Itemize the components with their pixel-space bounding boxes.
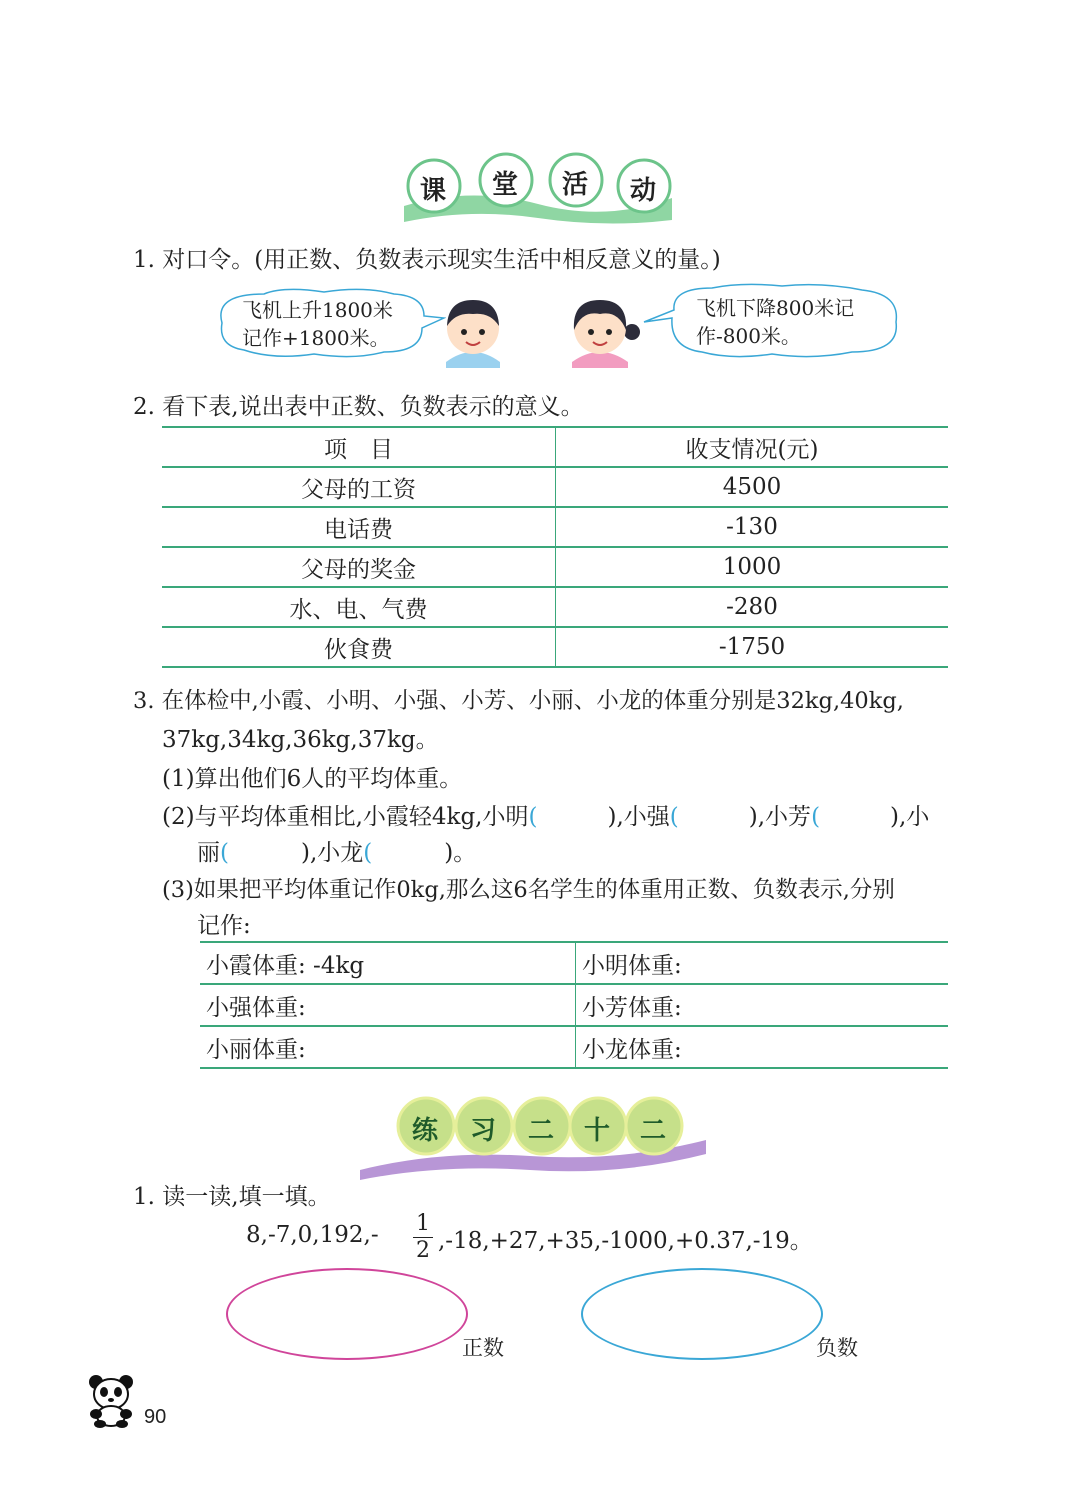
header-char: 十 (584, 1116, 611, 1146)
table-row (162, 507, 948, 547)
number-list-part-b: ,-18,+27,+35,-1000,+0.37,-19。 (438, 1228, 813, 1254)
header-char: 二 (640, 1116, 667, 1146)
blank-open-paren: ( (811, 804, 821, 830)
section-header-exercise-22 (360, 1090, 710, 1180)
sub2-text: ),小强 (607, 804, 670, 830)
income-expense-table (162, 426, 948, 668)
weight-cell[interactable]: 小霞体重: -4kg (200, 942, 576, 984)
header-char: 活 (562, 170, 589, 200)
sub2-text: ),小 (890, 804, 930, 830)
sub2-text: 丽 (197, 840, 220, 866)
girl-avatar (562, 292, 642, 368)
table-row (200, 984, 948, 1026)
number-list (246, 1222, 379, 1248)
header-char: 动 (630, 176, 657, 206)
question-3-sub-3-line-1: (3)如果把平均体重记作0kg,那么这6名学生的体重用正数、负数表示,分别 (162, 877, 895, 903)
question-3-line-2: 37kg,34kg,36kg,37kg。 (162, 727, 439, 753)
bubble-right-line-1: 飞机下降800米记 (696, 296, 855, 320)
row-value: 1000 (556, 547, 949, 587)
blank-open-paren: ( (528, 804, 538, 830)
row-value: 4500 (556, 467, 949, 507)
weight-cell[interactable]: 小强体重: (200, 984, 576, 1026)
weight-record-table (200, 941, 948, 1069)
positive-label: 正数 (462, 1336, 504, 1360)
row-item: 伙食费 (162, 627, 556, 667)
sub2-text: ),小龙 (300, 840, 364, 866)
question-3-line-1: 3. 在体检中,小霞、小明、小强、小芳、小丽、小龙的体重分别是32kg,40kg, (133, 688, 904, 714)
table-row (162, 587, 948, 627)
table-row (200, 1026, 948, 1068)
row-item: 父母的奖金 (162, 547, 556, 587)
blank-open-paren: ( (669, 804, 679, 830)
negative-label: 负数 (816, 1336, 858, 1360)
bubble-right-line-2: 作-800米。 (696, 324, 801, 348)
blank-open-paren: ( (363, 840, 373, 866)
positive-number-ellipse[interactable] (226, 1268, 468, 1360)
bubble-left-line-1: 飞机上升1800米 (242, 298, 393, 322)
speech-bubble-right (642, 282, 902, 360)
column-header-amount: 收支情况(元) (556, 427, 949, 467)
question-3-sub-1: (1)算出他们6人的平均体重。 (162, 766, 463, 792)
column-header-item: 项 目 (162, 427, 556, 467)
weight-cell[interactable]: 小芳体重: (576, 984, 949, 1026)
bubble-left-line-2: 记作+1800米。 (242, 326, 390, 350)
section-header-classroom-activity (400, 148, 676, 224)
speech-bubble-left (214, 286, 446, 360)
row-item: 父母的工资 (162, 467, 556, 507)
weight-cell[interactable]: 小龙体重: (576, 1026, 949, 1068)
sub2-text: (2)与平均体重相比,小霞轻4kg,小明 (162, 804, 529, 830)
header-char: 堂 (492, 170, 519, 200)
negative-number-ellipse[interactable] (581, 1268, 823, 1360)
question-2-text: 2. 看下表,说出表中正数、负数表示的意义。 (133, 394, 584, 420)
table-row (162, 547, 948, 587)
header-char: 课 (420, 176, 447, 206)
blank-open-paren: ( (220, 840, 229, 866)
page-number: 90 (144, 1406, 167, 1428)
question-1-text: 1. 对口令。(用正数、负数表示现实生活中相反意义的量。) (133, 247, 721, 273)
header-char: 练 (412, 1116, 439, 1146)
header-char: 习 (470, 1116, 497, 1146)
fraction-numerator: 1 (416, 1211, 430, 1236)
table-row (162, 467, 948, 507)
sub2-text: )。 (444, 840, 477, 866)
row-item: 水、电、气费 (162, 587, 556, 627)
header-char: 二 (528, 1116, 555, 1146)
exercise-1-text: 1. 读一读,填一填。 (133, 1184, 331, 1210)
boy-avatar (440, 292, 506, 368)
question-3-sub-2-line-1 (162, 798, 929, 831)
question-3-sub-2-line-2 (197, 834, 476, 867)
row-item: 电话费 (162, 507, 556, 547)
row-value: -130 (556, 507, 949, 547)
table-header-row (162, 427, 948, 467)
row-value: -1750 (556, 627, 949, 667)
table-row (200, 942, 948, 984)
question-3-sub-3-line-2: 记作: (197, 913, 251, 939)
row-value: -280 (556, 587, 949, 627)
numbers-part-a: 8,-7,0,192,- (246, 1222, 379, 1248)
fraction-one-half (411, 1212, 435, 1263)
table-row (162, 627, 948, 667)
panda-icon (86, 1372, 138, 1428)
sub2-text: ),小芳 (748, 804, 812, 830)
weight-cell[interactable]: 小明体重: (576, 942, 949, 984)
fraction-denominator: 2 (416, 1238, 430, 1263)
weight-cell[interactable]: 小丽体重: (200, 1026, 576, 1068)
